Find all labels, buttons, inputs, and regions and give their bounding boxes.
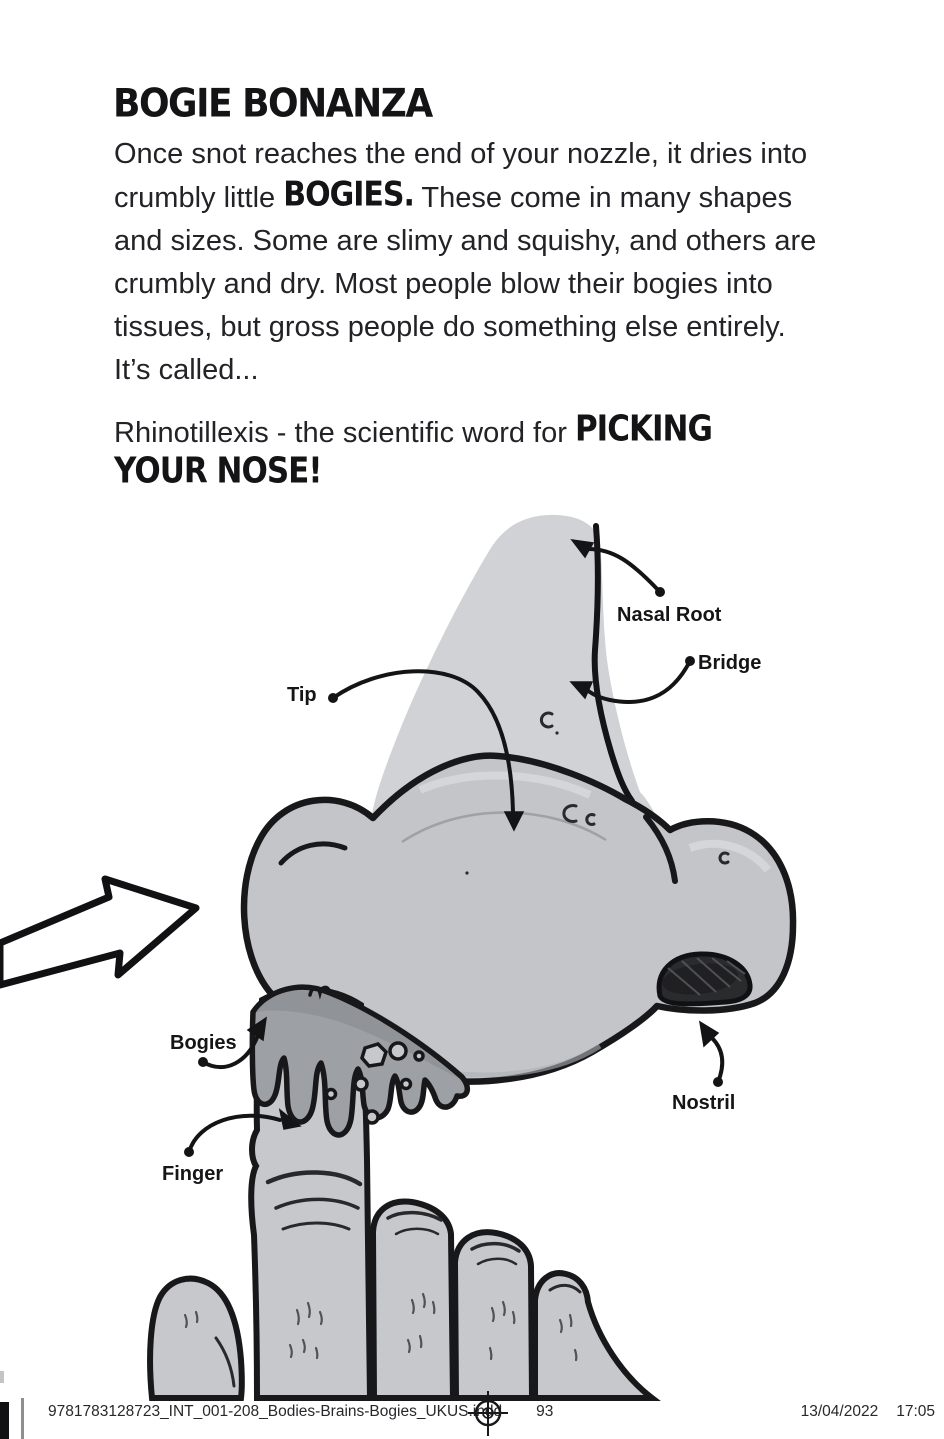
- rhino-lead-text: Rhinotillexis - the scientific word for: [114, 417, 575, 449]
- picking-word: PICKING: [574, 408, 712, 450]
- label-bogies: Bogies: [170, 1032, 237, 1054]
- label-nostril: Nostril: [672, 1092, 736, 1114]
- footer-page-number: 93: [536, 1403, 554, 1420]
- nostril-opening: [659, 954, 750, 1004]
- bogies-word: BOGIES.: [283, 174, 414, 215]
- page-title: BOGIE BONANZA: [113, 82, 432, 127]
- paragraph-text: crumbly little: [114, 182, 284, 214]
- paragraph-line: Once snot reaches the end of your nozzle, it dries into: [114, 138, 808, 170]
- footer-file-name: 9781783128723_INT_001-208_Bodies-Brains-Bogies_UKUS.indd: [48, 1403, 503, 1420]
- footer-time: 17:05: [896, 1403, 935, 1420]
- pointer-arrow: [0, 879, 196, 985]
- print-crop-line: [21, 1398, 24, 1439]
- print-crop-bar: [0, 1402, 9, 1439]
- footer-datetime: [801, 1403, 935, 1421]
- paragraph-line: and sizes. Some are slimy and squishy, and others are: [114, 225, 817, 257]
- label-finger: Finger: [162, 1163, 224, 1185]
- print-crop-tick: [0, 1371, 4, 1383]
- paragraph-line: crumbly and dry. Most people blow their bogies into: [114, 268, 773, 300]
- paragraph-line: It’s called...: [114, 354, 259, 386]
- label-tip: Tip: [287, 684, 317, 706]
- label-bridge: Bridge: [698, 652, 762, 674]
- registration-mark-icon: [468, 1391, 508, 1437]
- paragraph-line: tissues, but gross people do something else entirely.: [114, 311, 786, 343]
- footer-date: 13/04/2022: [800, 1403, 879, 1420]
- thumb: [150, 1279, 242, 1398]
- paragraph-text: These come in many shapes: [413, 182, 793, 214]
- curled-finger: [535, 1273, 652, 1398]
- label-nasal-root: Nasal Root: [617, 604, 722, 626]
- your-nose-word: YOUR NOSE!: [114, 450, 322, 492]
